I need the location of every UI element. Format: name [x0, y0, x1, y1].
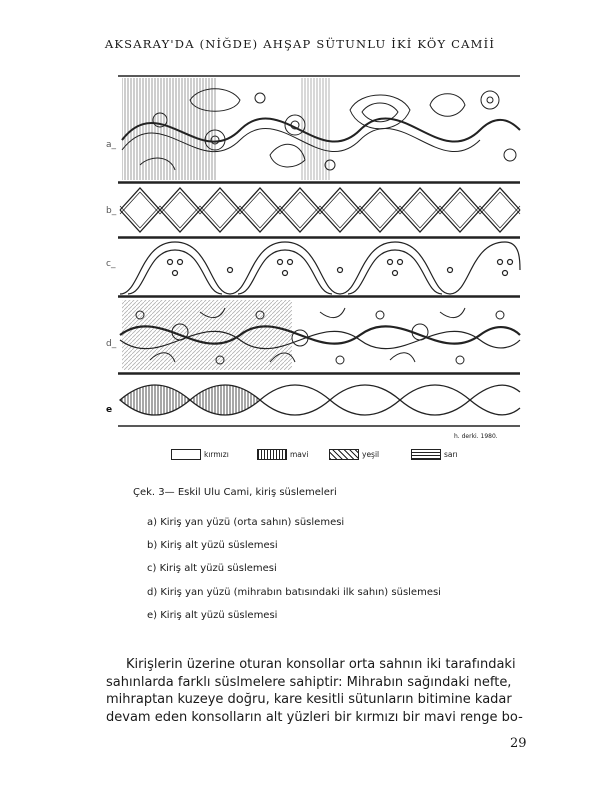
row-label-b: b_	[106, 206, 117, 216]
legend-blue	[257, 449, 308, 460]
legend-yellow	[411, 449, 458, 460]
band-a-floral	[118, 76, 520, 182]
page-number: 29	[510, 736, 527, 751]
legend-red	[171, 449, 229, 460]
row-label-d: d_	[106, 339, 117, 349]
band-d-vine	[118, 297, 520, 373]
caption-item: c) Kiriş alt yüzü süslemesi	[147, 563, 277, 575]
legend-swatch-diagonal	[329, 449, 359, 460]
legend-green	[329, 449, 379, 460]
legend-label: yeşil	[362, 450, 380, 459]
band-b-interlace	[118, 183, 520, 237]
body-paragraph	[106, 656, 530, 726]
legend-label: kırmızı	[204, 450, 229, 459]
legend-label: sarı	[444, 450, 458, 459]
beam-ornament-figure	[100, 70, 530, 430]
body-line: sahınlarda farklı süslmelere sahiptir: Mihrabın sağındaki nefte,	[106, 674, 512, 690]
row-label-c: c_	[106, 259, 116, 269]
running-header: AKSARAY'DA (NİĞDE) AHŞAP SÜTUNLU İKİ KÖY CAMİİ	[104, 37, 496, 51]
legend-swatch-horizontal	[411, 449, 441, 460]
legend-label: mavi	[290, 450, 309, 459]
caption-item: e) Kiriş alt yüzü süslemesi	[147, 609, 278, 621]
caption-item: d) Kiriş yan yüzü (mihrabın batısındaki ilk sahın) süslemesi	[147, 586, 441, 598]
band-c-arches	[118, 238, 520, 296]
figure-caption: Çek. 3— Eskil Ulu Cami, kiriş süslemeleri	[133, 487, 337, 498]
caption-item-list	[147, 517, 441, 633]
caption-item: b) Kiriş alt yüzü süslemesi	[147, 540, 278, 552]
caption-item: a) Kiriş yan yüzü (orta sahın) süslemesi	[147, 517, 345, 528]
legend-swatch-vertical	[257, 449, 287, 460]
row-label-a: a_	[106, 140, 117, 150]
body-line: mihraptan kuzeye doğru, kare kesitli sütunların bitimine kadar	[106, 692, 512, 707]
body-line: Kirişlerin üzerine oturan konsollar orta sahnın iki tarafındaki	[126, 657, 516, 672]
body-line: devam eden konsolların alt yüzleri bir kırmızı bir mavi renge bo-	[106, 709, 523, 725]
legend-swatch-blank	[171, 449, 201, 460]
figure-credit: h. derki. 1980.	[454, 433, 498, 440]
row-label-e: e	[106, 405, 113, 415]
band-e-lens-chain	[118, 374, 520, 426]
